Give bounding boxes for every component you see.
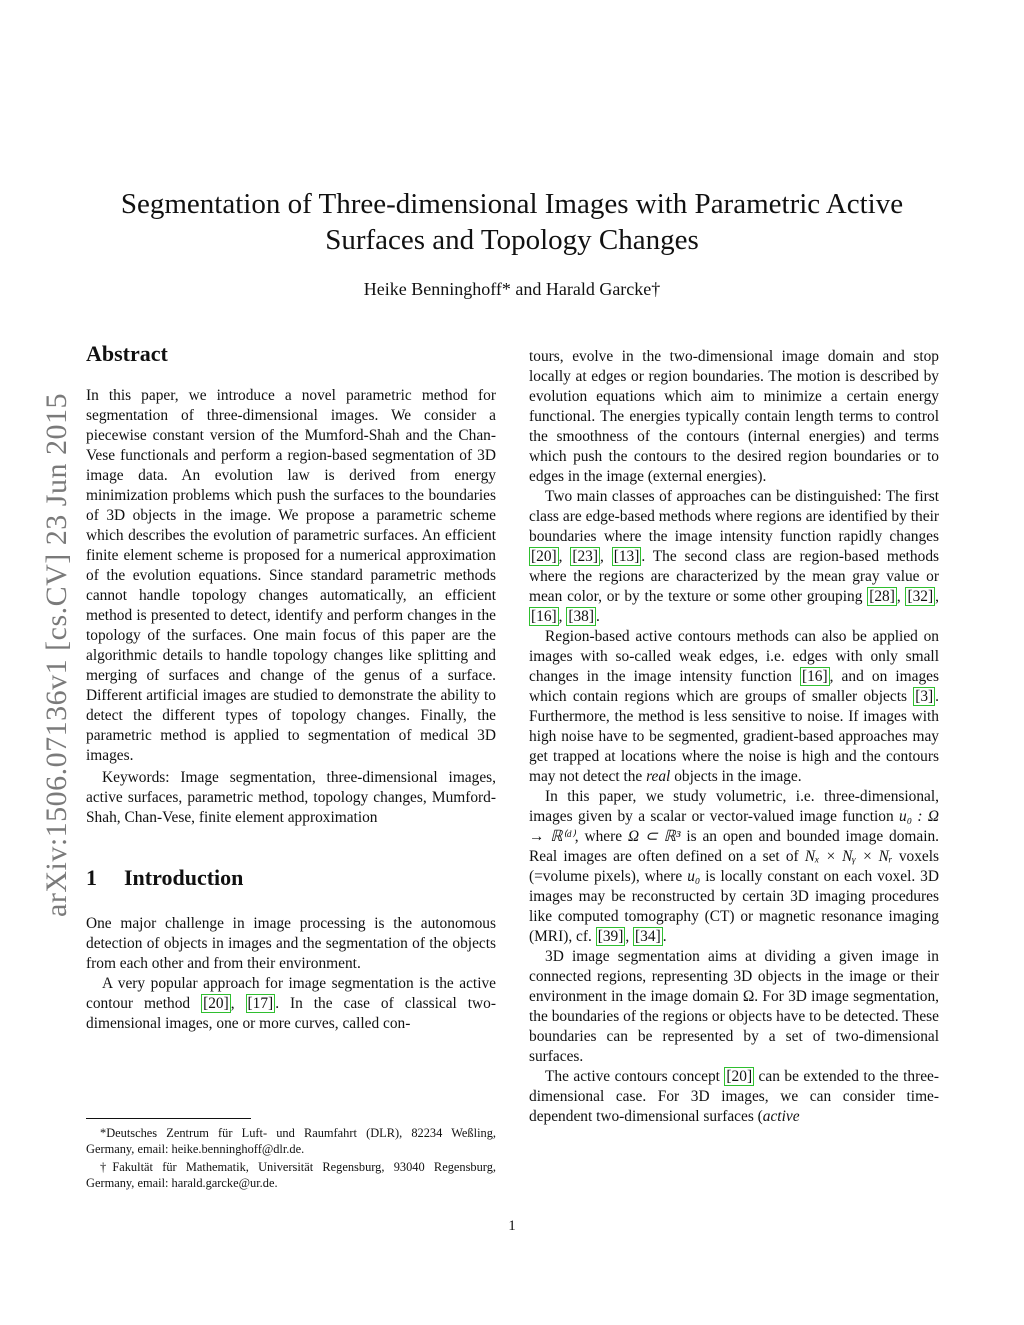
keywords-text: Keywords: Image segmentation, three-dimensional images, active surfaces, parametric method, topology changes, Mumford-Shah, Chan-Vese, finite element approximation [86, 769, 496, 826]
footnote-2: †Fakultät für Mathematik, Universität Regensburg, 93040 Regensburg, Germany, email: harald.garcke@ur.de. [86, 1160, 496, 1190]
math-domain: Ω ⊂ ℝ³ [627, 828, 681, 845]
body-paragraph-5: 3D image segmentation aims at dividing a given image in connected regions, representing 3D objects in the image or their environment in the image domain Ω. For 3D image segmentation, the boundaries of the regions or objects have to be detected. These boundaries can be represented by a set of two-dimensional surfaces. [529, 948, 939, 1065]
footnote-rule [86, 1118, 251, 1119]
body-paragraph-6: The active contours concept [20] can be extended to the three-dimensional case. For 3D images, we can consider time-dependent two-dimensional surfaces (active [529, 1068, 939, 1125]
math-voxel-grid: Nₓ × Nᵧ × Nᵣ [804, 848, 893, 865]
emphasis-real: real [646, 768, 671, 785]
footnote-1: *Deutsches Zentrum für Luft- und Raumfahrt (DLR), 82234 Weßling, Germany, email: heike.benninghoff@dlr.de. [86, 1126, 496, 1156]
section-heading-introduction [86, 864, 496, 892]
citation-link[interactable]: [16] [531, 608, 557, 625]
body-paragraph-2: Two main classes of approaches can be distinguished: The first class are edge-based methods where regions are identified by their boundaries where the image intensity function rapidly changes [20] , [23] , [13] . The second class are region-based methods where the regions are characterized by the mean gray value or mean color, or by the texture or some other grouping [28] , [32] , [16] , [38] . [529, 488, 940, 625]
author-list: Heike Benninghoff* and Harald Garcke† [363, 279, 661, 299]
citation-link[interactable]: [39] [597, 928, 624, 945]
citation-link[interactable]: [32] [907, 588, 934, 605]
body-paragraph-4: In this paper, we study volumetric, i.e. three-dimensional, images given by a scalar or vector-valued image function u₀ : Ω → ℝ⁽ᵈ⁾, where Ω ⊂ ℝ³ is an open and bounded image domain. Real images are often defined on a set of Nₓ × Nᵧ × Nᵣ voxels (=volume pixels), where u₀ is locally constant on each voxel. 3D images may be reconstructed by certain 3D imaging procedures like computed tomography (CT) or magnetic resonance imaging (MRI), cf. [39] , [34] . [529, 788, 940, 945]
title-line-1: Segmentation of Three-dimensional Images with Parametric Active [120, 188, 904, 220]
citation-link[interactable]: [20] [726, 1068, 753, 1085]
citation-link[interactable]: [13] [613, 548, 640, 565]
emphasis-active: active [762, 1108, 800, 1125]
paper-title [100, 186, 924, 258]
citation-link[interactable]: [34] [635, 928, 661, 945]
right-column [529, 347, 939, 1127]
citation-link[interactable]: [3] [915, 688, 934, 705]
body-paragraph-3: Region-based active contours methods can also be applied on images with so-called weak edges, i.e. edges with only small changes in the image intensity function [16] , and on images which contain regions which are groups of smaller objects [3] . Furthermore, the method is less sensitive to noise. If images with high noise have to be segmented, gradient-based approaches may get trapped at locations where the noise is high and the contours may not detect the real objects in the image. [529, 628, 939, 785]
math-image-function: u₀ : Ω → ℝ⁽ᵈ⁾ [529, 808, 939, 845]
abstract-heading: Abstract [86, 341, 168, 366]
citation-link[interactable]: [20] [203, 995, 229, 1012]
section-number: 1 [86, 865, 97, 890]
page-number: 1 [508, 1218, 516, 1234]
left-column [86, 340, 496, 1034]
intro-paragraph-1: One major challenge in image processing is the autonomous detection of objects in images and the segmentation of the objects from each other and from their environment. [86, 915, 496, 972]
footnotes [86, 1118, 496, 1193]
citation-link[interactable]: [23] [572, 548, 599, 565]
citation-link[interactable]: [16] [801, 668, 828, 685]
citation-link[interactable]: [28] [869, 588, 895, 605]
abstract-text: In this paper, we introduce a novel parametric method for segmentation of three-dimensional images. We consider a piecewise constant version of the Mumford-Shah and the Chan-Vese functionals and perform a region-based segmentation of 3D image data. An evolution law is derived from energy minimization problems which push the surfaces to the boundaries of 3D objects in the image. We propose a parametric scheme which describes the evolution of parametric surfaces. An efficient finite element scheme is proposed for a numerical approximation of the evolution equations. Since standard parametric methods cannot handle topology changes automatically, an efficient method is presented to detect, identify and perform changes in the topology of the surfaces. One main focus of this paper are the algorithmic details to handle topology changes like splitting and merging of surfaces and change of the genus of a surface. Different artificial images are studied to demonstrate the ability to detect the different types of topology changes. Finally, the parametric method is applied to segmentation of medical 3D images. [86, 387, 496, 764]
citation-link[interactable]: [20] [531, 548, 557, 565]
body-paragraph-1: tours, evolve in the two-dimensional image domain and stop locally at edges or region boundaries. The motion is described by evolution equations which aim to minimize a certain energy functional. The energies typically contain length terms to control the smoothness of the contours (internal energies) and terms which push the contours to the desired region boundaries or to edges in the image (external energies). [529, 348, 939, 485]
math-u0: u₀ [687, 868, 701, 885]
arxiv-identifier-stamp: arXiv:1506.07136v1 [cs.CV] 23 Jun 2015 [40, 393, 73, 917]
intro-paragraph-2: A very popular approach for image segmentation is the active contour method [20] , [17] . In the case of classical two-dimensional images, one or more curves, called con- [86, 975, 496, 1032]
title-line-2: Surfaces and Topology Changes [325, 224, 699, 256]
citation-link[interactable]: [38] [568, 608, 595, 625]
section-title: Introduction [124, 865, 244, 890]
citation-link[interactable]: [17] [247, 995, 274, 1012]
